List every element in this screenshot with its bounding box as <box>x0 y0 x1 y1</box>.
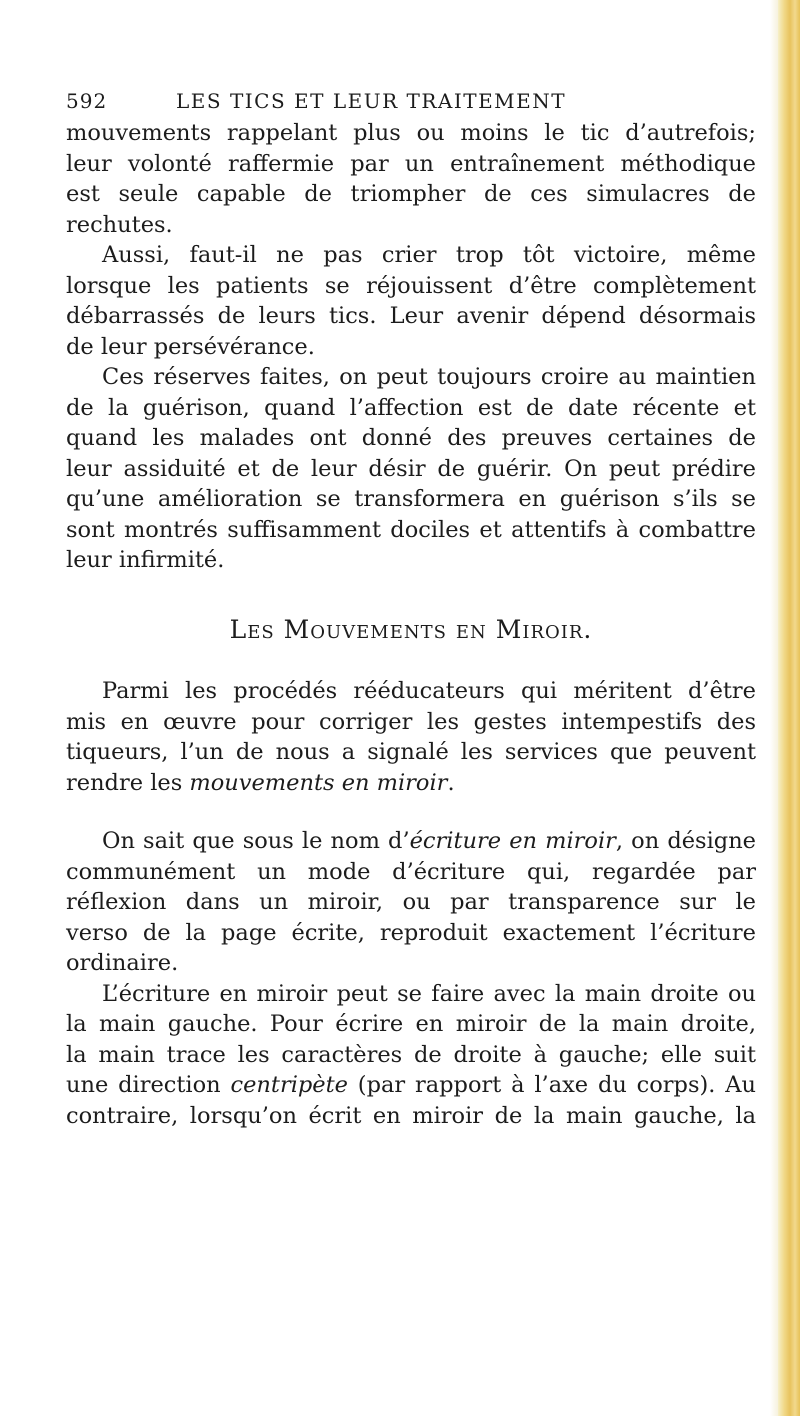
text-run: rendre les <box>66 769 190 796</box>
paragraph-gap <box>66 798 756 826</box>
text-line: ordinaire. <box>66 950 179 976</box>
text-line: leur volonté raffermie par un entraînement méthodique <box>66 150 756 177</box>
body-text <box>66 118 756 1131</box>
text-run: . <box>447 769 455 796</box>
text-line: Parmi les procédés rééducateurs qui méritent d’être <box>102 678 756 704</box>
page-number: 592 <box>66 89 108 113</box>
page-edge-shadow <box>770 0 778 1416</box>
text-line: est seule capable de triompher de ces simulacres de <box>66 181 756 207</box>
text-run: , on désigne <box>615 828 756 854</box>
text-run: une direction <box>66 1072 231 1098</box>
section-heading-text: Les Mouvements en Miroir. <box>229 614 593 644</box>
text-line: Aussi, faut-il ne pas crier trop tôt victoire, même <box>102 242 756 268</box>
text-line: la main gauche. Pour écrire en miroir de la main droite, <box>66 1011 756 1037</box>
text-line: leur assiduité et de leur désir de guérir. On peut prédire <box>66 455 756 482</box>
text-line: verso de la page écrite, reproduit exactement l’écriture <box>66 919 756 946</box>
text-line: communément un mode d’écriture qui, regardée par <box>66 858 756 885</box>
text-line: sont montrés suffisamment dociles et attentifs à combattre <box>66 516 756 543</box>
text-line: lorsque les patients se réjouissent d’être complètement <box>66 272 756 299</box>
italic-term: écriture en miroir <box>409 828 616 854</box>
running-head <box>66 89 766 113</box>
italic-term: mouvements en miroir <box>189 769 448 796</box>
text-line: Ces réserves faites, on peut toujours croire au maintien <box>102 364 756 390</box>
text-line: de la guérison, quand l’affection est de date récente et <box>66 394 756 421</box>
text-line: débarrassés de leurs tics. Leur avenir dépend désormais <box>66 303 756 329</box>
text-line: tiqueurs, l’un de nous a signalé les services que peuvent <box>66 739 756 765</box>
text-run: On sait que sous le nom d’ <box>102 828 410 854</box>
text-run: (par rapport à l’axe du corps). Au <box>347 1072 756 1098</box>
text-line: rechutes. <box>66 211 173 238</box>
text-line <box>66 826 756 857</box>
text-line: la main trace les caractères de droite à gauche; elle suit <box>66 1041 756 1068</box>
text-line: mouvements rappelant plus ou moins le tic d’autrefois; <box>66 120 756 146</box>
text-line: L’écriture en miroir peut se faire avec la main droite ou <box>102 980 756 1007</box>
text-line <box>66 768 756 799</box>
text-line <box>66 1070 756 1101</box>
text-line: de leur persévérance. <box>66 333 315 360</box>
text-line: contraire, lorsqu’on écrit en miroir de la main gauche, la <box>66 1102 756 1129</box>
section-heading <box>66 615 756 646</box>
running-title: LES TICS ET LEUR TRAITEMENT <box>176 89 567 113</box>
text-line: réflexion dans un miroir, ou par transparence sur le <box>66 889 756 915</box>
text-line: leur infirmité. <box>66 547 225 573</box>
page-edge-gilt <box>778 0 800 1416</box>
text-line: mis en œuvre pour corriger les gestes intempestifs des <box>66 708 756 735</box>
text-line: quand les malades ont donné des preuves certaines de <box>66 425 756 451</box>
italic-term: centripète <box>230 1072 348 1098</box>
text-line: qu’une amélioration se transformera en guérison s’ils se <box>66 486 756 512</box>
